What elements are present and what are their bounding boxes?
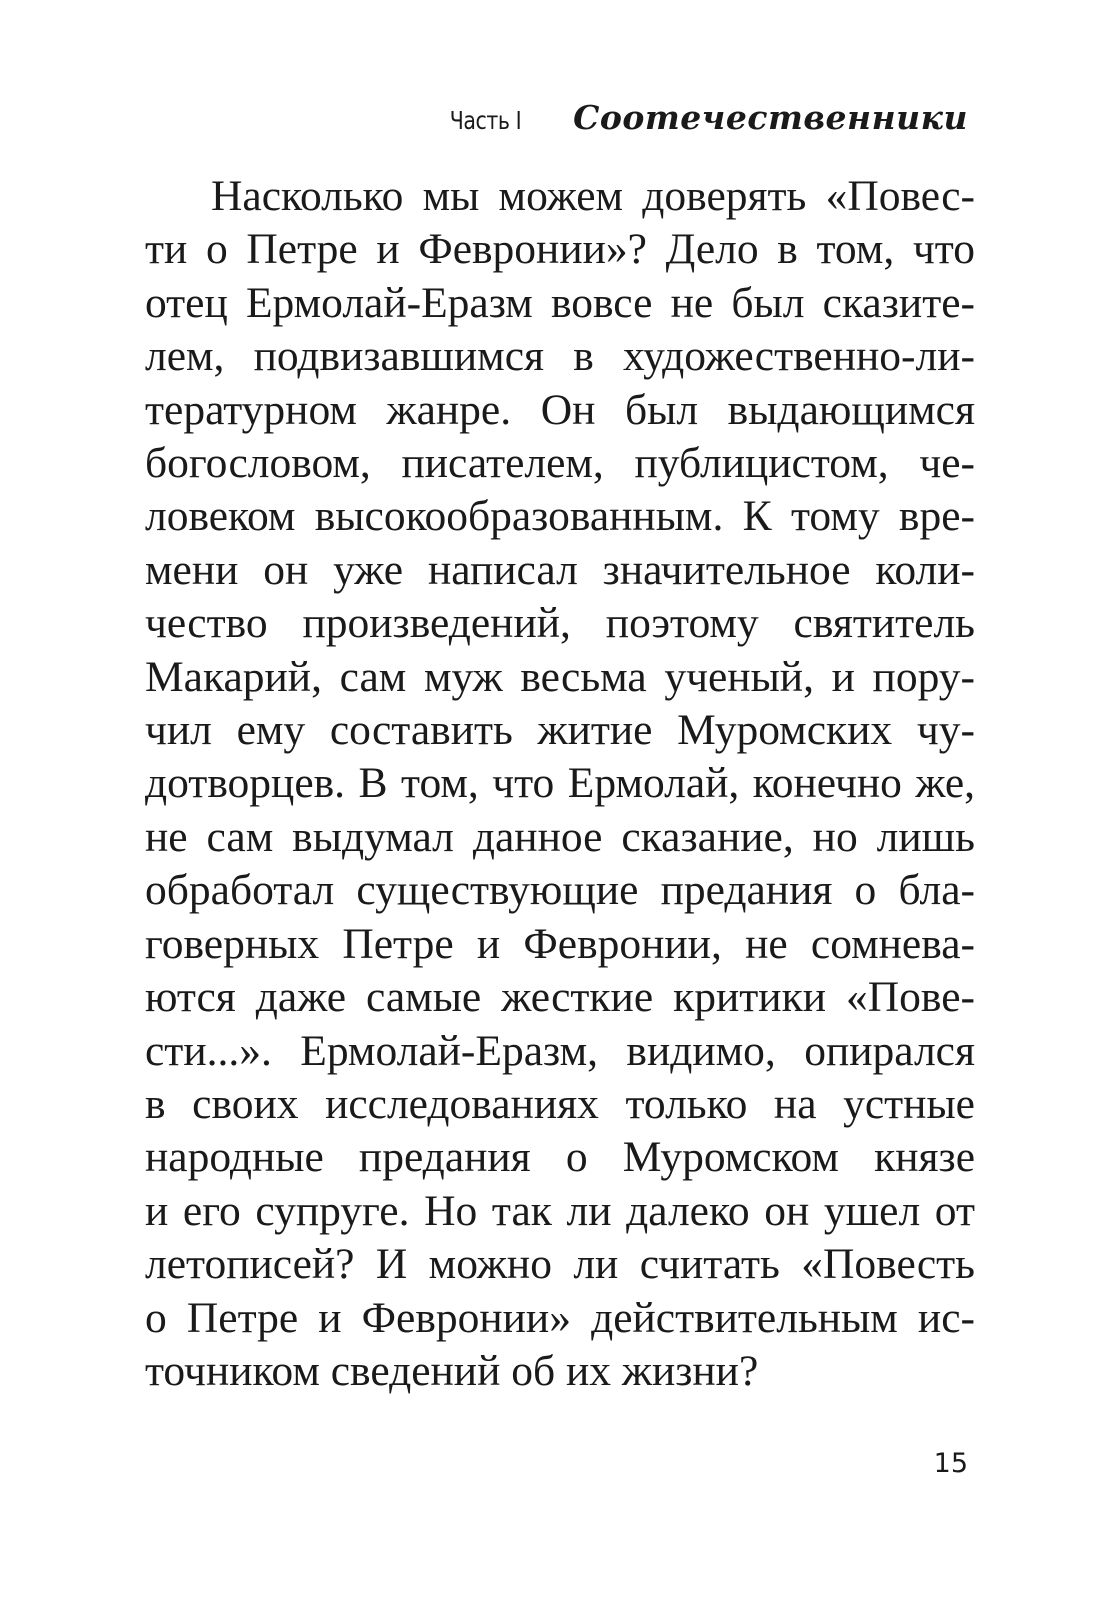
text-line: ются даже самые жесткие критики «Пове- [145, 973, 975, 1022]
text-line: сти...». Ермолай-Еразм, видимо, опирался [145, 1026, 975, 1075]
text-line: летописей? И можно ли считать «Повесть [145, 1240, 975, 1289]
text-line: чил ему составить житие Муромских чу- [145, 706, 975, 755]
text-line: ловеком высокообразованным. К тому вре- [145, 492, 975, 541]
text-line: Насколько мы можем доверять «Повес- [211, 172, 975, 220]
text-line: говерных Петре и Февронии, не сомнева- [145, 919, 975, 968]
text-line: мени он уже написал значительное коли- [145, 545, 975, 594]
text-line: богословом, писателем, публицистом, че- [145, 439, 975, 488]
text-line: и его супруге. Но так ли далеко он ушел от [145, 1186, 975, 1235]
part-label: Часть I [449, 106, 522, 135]
text-line: о Петре и Февронии» действительным ис- [145, 1293, 975, 1342]
text-line: точником сведений об их жизни? [145, 1346, 759, 1395]
text-line: не сам выдумал данное сказание, но лишь [145, 812, 975, 861]
text-line: ти о Петре и Февронии»? Дело в том, что [145, 225, 975, 274]
body-paragraph [145, 170, 975, 1398]
text-line: лем, подвизавшимся в художественно-ли- [145, 332, 975, 381]
text-line: тературном жанре. Он был выдающимся [145, 385, 975, 434]
running-header [434, 98, 968, 137]
chapter-title: Соотечественники [573, 98, 968, 137]
page-number: 15 [933, 1448, 968, 1479]
text-line: чество произведений, поэтому святитель [145, 599, 975, 648]
text-line: в своих исследованиях только на устные [145, 1079, 975, 1128]
text-line: народные предания о Муромском князе [145, 1133, 975, 1182]
text-line: Макарий, сам муж весьма ученый, и пору- [145, 652, 975, 701]
text-line: отец Ермолай-Еразм вовсе не был сказите- [145, 278, 975, 327]
text-line: дотворцев. В том, что Ермолай, конечно же, [145, 759, 975, 808]
text-line: обработал существующие предания о бла- [145, 866, 975, 915]
